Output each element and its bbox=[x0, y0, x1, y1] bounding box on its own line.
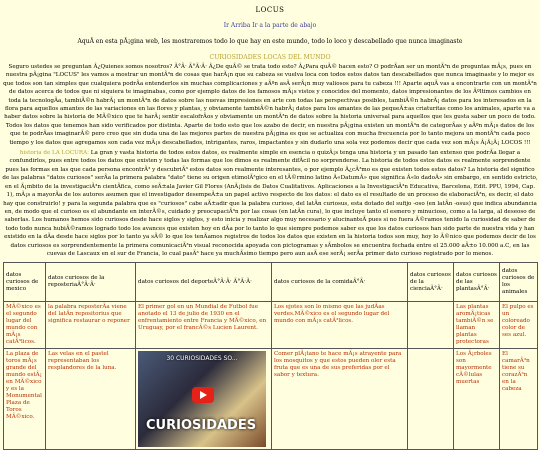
history-text: La gran y vasta historia de todos estos datos, es realmente simple en esencia o quizÃ¡s tenga una historia y un pasado tan extenso que podrÃa llegar a confundirlos, pues entre todos los datos que existen y todas las formas que los dimos es realmente difÃcil no sorprenderse. La historia de todos estos datos es realmente sorprendente pues las formas en las que cada persona encontrÃ³ y descubriÃ³ estos datos son realmente interesantes, o por ejemplo Â¿cÃ³mo es que existen todos estos datos? La historia del significo de las palabras "datos curiosos" serÃa la primera palabra "dato" tiene su origen etimolÃ³gico en el tÃ©rmino latino Â«DatumÂ» que significa Â«lo dadoÂ» sin embargo, en sentido estricto, en el Ã¡mbito de la investigaciÃ³n cientÃfica, como seÃ±ala Javier Gil Flores (AnÃ¡lisis de Datos Cualitativos. Aplicaciones a la InvestigaciÃ³n Educativa, Barcelona, Edit. PPU, 1994, Cap. 1), mÃ¡s a mayorÃa de los autores asumen que el investigador desempeÃ±a un papel activo respecto de los datos: el dato es el resultado de un proceso de elaboraciÃ³n, es decir, el dato hay que construirlo! y para la segunda palabra que es "curiosos" cabe aÃ±adir que la palabra curioso, del latÃn curiosus, esta dotado del sufijo -oso (en latÃn -osus) que indica abundancia en, de modo que el curioso es el abundante en interÃ©s, cuidado y preocupaciÃ³n por las cosas (en latÃn cura), lo que incluye tanto el esmero y minucioso, como a la larga, al deseoso de saberlas. Los humanos hemos sido curiosos desde hace siglos y siglos, y esto inicia y realizar algo muy necesario y alucinanteÃ pues si no fuera Ã©ramos tenido la curiosidad de saber de todo todo nunca hubiÃ©ramos logrado todo los avances que existen hoy en dÃa por lo tanto lo que siempre podemos saber es que los datos curiosos han sido parte de nuestra vida y han existido en la dÃa desde hace siglos por lo tanto ya sÃ© lo que los tenÃamos registros de todos los datos que existen en la historia todos son muy, hoy lo Ã©nico que podemos decir de los datos curiosos es sorprendentemente la primera comunicaciÃ³n visual reconocida apoyada con pictogramas y sÃmbolos se encuentra fechada entre el 25.000 aÃ±o 10.000 a.C, en las cuevas de Lascaux en el sur de Francia, lo cual pasÃ³ hace ya muchÃsimo tiempo pero aun asÃ ese serÃ¡ serÃa primer dato curioso registrado por lo menos. bbox=[2, 150, 538, 257]
table-row bbox=[4, 349, 538, 450]
page-subtitle: AquÃ en esta pÃ¡gina web, les mostraremos todo lo que hay en este mundo, todo lo loco y descabellado que nunca imaginaste bbox=[77, 38, 463, 45]
header-deporte: datos curiosos del deporteÃ°Ã·Ã· Ã°Ã·Ã· bbox=[136, 263, 272, 302]
history-paragraph bbox=[0, 149, 540, 258]
header-plantas: datos curiosos de las plantasÃ°Ã· bbox=[454, 263, 500, 302]
cell-plantas: Los Ã¡rboles son mayormente cÃ©lulas muertas bbox=[454, 349, 500, 450]
page bbox=[0, 6, 540, 434]
cell-reposteria: Las velas en el pastel representaban los resplandores de la luna. bbox=[46, 349, 136, 450]
history-heading: historia de LA LOCURA: bbox=[19, 150, 89, 157]
header-ciencia: datos curiosos de la cienciaÃ°Ã· bbox=[408, 263, 454, 302]
cell-animales: El camarÃ³n tiene su corazÃ³n en la cabeza bbox=[500, 349, 538, 450]
intro-paragraph: Seguro ustedes se preguntan Â¿Quienes somos nosotros? Ã°Ã· Ã°Ã·Ã· Â¿De quÃ© se trata todo esto? Â¿Para quÃ© hacen esto? O podrÃan ser un montÃ³n de preguntas mÃ¡s, pues en nuestra pÃ¡gina "LOCUS" les vamos a mostrar un montÃ³n de cosas que harÃ¡n que su cabeza se vuelva loca con todos estos datos tan descabellados que nunca imaginaste y lo mejor es que todos son tan simples que cualquiera podrÃa entenderlos sin muchas complicaciones y aÃºn asÃ serÃ¡n muy valiosos para tu cabeza !!! Aparte aquÃ vas a encontrarte con un montÃ³n de datos acerca de todos que ni siquiera te imaginabas, como por ejemplo datos de los famosos mÃ¡s vistos y conocidos del momento, datos impresionantes de los Ãºltimos cambios en toda la tecnologÃa, tambiÃ©n habrÃ¡ un montÃ³n de datos sobre las nuevas impresiones en arte con todas las perspectivas posibles, tambiÃ©n habrÃ¡ datos para los interesados en la flora para aquellos amantes de las variaciones en las flores y plantas, y obviamente tambiÃ©n habrÃ¡ datos para los amantes de las pequeÃ±as criaturitas como los animales, aparte va a haber datos sobre la historia de MÃ©xico que te harÃ¡ sentir escalofrÃos y obviamente un montÃ³n de datos sobre la historia universal para aquellos que les gusta saber un poco de todo. Todos los datos que tenemos han sido verificados por distinta. Aparte de todo esto que los azabo de decir, en nuestra pÃ¡gina existen un montÃ³n de categorÃas y aÃºn mÃ¡s datos de los que te podrÃas imaginarÃ© pero creo que sin duda una de las mejores partes de nuestra pÃ¡gina es que se actualiza con mucha frecuencia por lo tanto mejora un montÃ³n cada poco tiempo y los datos que agregamos son cada vez mÃ¡s descabellados, intrigantes, raros, impactantes y sin dudarlo una sola vez podemos decir que cada vez son mÃ¡s Â¡Â¡Â¡ LOCOS !!! bbox=[3, 64, 537, 146]
header-mexico: datos curiosos de mexico bbox=[4, 263, 46, 302]
cell-plantas: Las plantas aromÃ¡ticas tambiÃ©n se llaman plantas protectoras bbox=[454, 302, 500, 349]
go-down-link[interactable]: Ir a la parte de abajo bbox=[252, 22, 317, 29]
cell-ciencia bbox=[408, 302, 454, 349]
cell-deporte-video bbox=[136, 349, 272, 450]
site-title: LOCUS bbox=[255, 6, 285, 14]
table-row bbox=[4, 302, 538, 349]
table-header-row bbox=[4, 263, 538, 302]
header-comida: datos curiosos de la comidaÃ°Ã· bbox=[272, 263, 408, 302]
cell-mexico: La plaza de toros mÃ¡s grande del mundo estÃ¡ en MÃ©xico y es la Monumental Plaza de Toros MÃ©xico. bbox=[4, 349, 46, 450]
header-animales: datos curiosos de los animales bbox=[500, 263, 538, 302]
video-caption: CURIOSIDADES bbox=[146, 418, 257, 434]
section-heading: CURIOSIDADES LOCAS DEL MUNDO bbox=[209, 54, 331, 61]
video-title: 30 CURIOSIDADES SO... bbox=[166, 355, 238, 363]
cell-comida: Comer plÃ¡tano te hace mÃ¡s atrayente para los mosquitos y que estos pueden oler esta fruta que es una de sus preferidas por el sabor y textura. bbox=[272, 349, 408, 450]
header-reposteria: datos curiosos de la reposteriaÃ°Ã·Ã· bbox=[46, 263, 136, 302]
video-thumbnail[interactable] bbox=[138, 351, 266, 447]
cell-ciencia bbox=[408, 349, 454, 450]
curiosities-table bbox=[3, 262, 538, 450]
go-up-link[interactable]: Ir Arriba bbox=[223, 22, 251, 29]
cell-reposteria: la palabra reposterÃa viene del latÃn repositorius que significa restaurar o reponer bbox=[46, 302, 136, 349]
top-nav bbox=[0, 22, 540, 29]
cell-mexico: MÃ©xico es el segundo lugar del mundo con mÃ¡s catÃ³licos. bbox=[4, 302, 46, 349]
cell-animales: El pulpo es un coloreado color de ses azul. bbox=[500, 302, 538, 349]
play-icon[interactable] bbox=[192, 387, 214, 403]
cell-comida: Los ejotes son lo mismo que las judÃas verdes.MÃ©xico es el segundo lugar del mundo con mÃ¡s catÃ³licos. bbox=[272, 302, 408, 349]
cell-deporte: El primer gol en un Mundial de Futbol fue anotado el 13 de julio de 1930 en el enfrentamiento entre Francia y MÃ©xico, en Uruguay, por el francÃ©s Lucien Laurent. bbox=[136, 302, 272, 349]
